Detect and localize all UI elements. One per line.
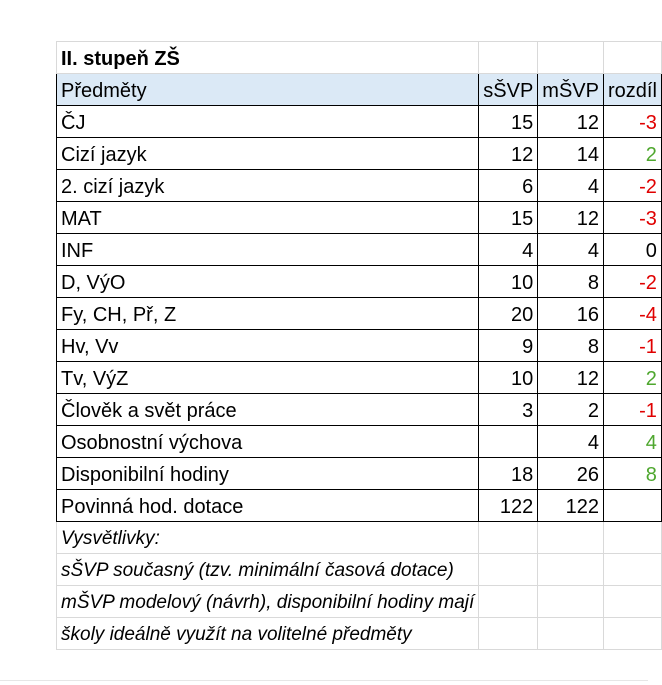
table-row [57, 362, 662, 394]
header-msvp[interactable]: mŠVP [538, 74, 604, 106]
diff-cell[interactable]: 8 [603, 458, 661, 490]
ssvp-cell[interactable]: 3 [479, 394, 538, 426]
diff-cell[interactable]: 0 [603, 234, 661, 266]
ssvp-cell[interactable] [479, 426, 538, 458]
diff-cell[interactable]: -2 [603, 266, 661, 298]
ssvp-cell[interactable]: 6 [479, 170, 538, 202]
table-row [57, 458, 662, 490]
empty-cell[interactable] [479, 586, 538, 618]
empty-cell[interactable] [538, 586, 604, 618]
empty-cell[interactable] [603, 42, 661, 74]
empty-cell[interactable] [538, 618, 604, 650]
empty-cell[interactable] [538, 42, 604, 74]
msvp-cell[interactable]: 14 [538, 138, 604, 170]
total-msvp-cell[interactable]: 122 [538, 490, 604, 522]
total-diff-cell[interactable] [603, 490, 661, 522]
empty-cell[interactable] [538, 554, 604, 586]
note-row [57, 554, 662, 586]
table-row [57, 330, 662, 362]
table-row [57, 170, 662, 202]
diff-cell[interactable]: -4 [603, 298, 661, 330]
empty-cell[interactable] [479, 42, 538, 74]
subject-cell[interactable]: Člověk a svět práce [57, 394, 479, 426]
subject-cell[interactable]: MAT [57, 202, 479, 234]
table-row [57, 266, 662, 298]
subject-cell[interactable]: Tv, VýZ [57, 362, 479, 394]
subject-cell[interactable]: Fy, CH, Př, Z [57, 298, 479, 330]
header-ssvp[interactable]: sŠVP [479, 74, 538, 106]
msvp-cell[interactable]: 16 [538, 298, 604, 330]
total-row [57, 490, 662, 522]
ssvp-cell[interactable]: 15 [479, 202, 538, 234]
msvp-cell[interactable]: 12 [538, 202, 604, 234]
subject-cell[interactable]: Cizí jazyk [57, 138, 479, 170]
empty-cell[interactable] [603, 586, 661, 618]
title-row [57, 42, 662, 74]
diff-cell[interactable]: 4 [603, 426, 661, 458]
msvp-cell[interactable]: 2 [538, 394, 604, 426]
note-text[interactable]: mŠVP modelový (návrh), disponibilní hodiny mají [57, 586, 479, 618]
empty-cell[interactable] [603, 522, 661, 554]
diff-cell[interactable]: -1 [603, 330, 661, 362]
subject-cell[interactable]: ČJ [57, 106, 479, 138]
diff-cell[interactable]: 2 [603, 138, 661, 170]
total-ssvp-cell[interactable]: 122 [479, 490, 538, 522]
total-subject-cell[interactable]: Povinná hod. dotace [57, 490, 479, 522]
empty-cell[interactable] [603, 554, 661, 586]
table-title[interactable]: II. stupeň ZŠ [57, 42, 479, 74]
header-row [57, 74, 662, 106]
msvp-cell[interactable]: 12 [538, 362, 604, 394]
subject-cell[interactable]: Hv, Vv [57, 330, 479, 362]
header-subject[interactable]: Předměty [57, 74, 479, 106]
msvp-cell[interactable]: 12 [538, 106, 604, 138]
empty-cell[interactable] [538, 522, 604, 554]
ssvp-cell[interactable]: 9 [479, 330, 538, 362]
diff-cell[interactable]: 2 [603, 362, 661, 394]
diff-cell[interactable]: -3 [603, 106, 661, 138]
note-text[interactable]: sŠVP současný (tzv. minimální časová dotace) [57, 554, 479, 586]
table-row [57, 106, 662, 138]
diff-cell[interactable]: -3 [603, 202, 661, 234]
ssvp-cell[interactable]: 10 [479, 362, 538, 394]
note-row [57, 618, 662, 650]
ssvp-cell[interactable]: 10 [479, 266, 538, 298]
diff-cell[interactable]: -2 [603, 170, 661, 202]
ssvp-cell[interactable]: 20 [479, 298, 538, 330]
note-text[interactable]: Vysvětlivky: [57, 522, 479, 554]
table-row [57, 394, 662, 426]
msvp-cell[interactable]: 4 [538, 426, 604, 458]
msvp-cell[interactable]: 8 [538, 266, 604, 298]
table-row [57, 234, 662, 266]
spreadsheet-table [56, 41, 662, 650]
ssvp-cell[interactable]: 18 [479, 458, 538, 490]
table-row [57, 298, 662, 330]
msvp-cell[interactable]: 4 [538, 234, 604, 266]
ssvp-cell[interactable]: 12 [479, 138, 538, 170]
divider [0, 680, 648, 681]
subject-cell[interactable]: Osobnostní výchova [57, 426, 479, 458]
diff-cell[interactable]: -1 [603, 394, 661, 426]
table-row [57, 202, 662, 234]
empty-cell[interactable] [479, 522, 538, 554]
subject-cell[interactable]: Disponibilní hodiny [57, 458, 479, 490]
subject-cell[interactable]: D, VýO [57, 266, 479, 298]
note-row [57, 522, 662, 554]
table-row [57, 426, 662, 458]
msvp-cell[interactable]: 26 [538, 458, 604, 490]
msvp-cell[interactable]: 4 [538, 170, 604, 202]
subject-cell[interactable]: 2. cizí jazyk [57, 170, 479, 202]
ssvp-cell[interactable]: 15 [479, 106, 538, 138]
empty-cell[interactable] [603, 618, 661, 650]
table-row [57, 138, 662, 170]
empty-cell[interactable] [479, 618, 538, 650]
msvp-cell[interactable]: 8 [538, 330, 604, 362]
note-row [57, 586, 662, 618]
ssvp-cell[interactable]: 4 [479, 234, 538, 266]
empty-cell[interactable] [479, 554, 538, 586]
note-text[interactable]: školy ideálně využít na volitelné předměty [57, 618, 479, 650]
subject-cell[interactable]: INF [57, 234, 479, 266]
header-diff[interactable]: rozdíl [603, 74, 661, 106]
